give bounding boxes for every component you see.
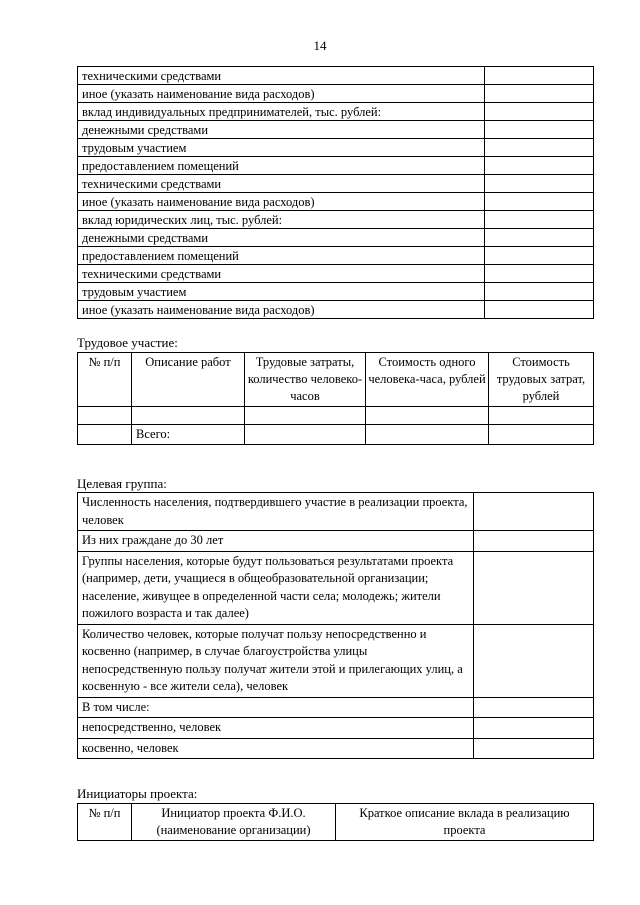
value-cell[interactable] <box>485 67 594 85</box>
table-row <box>78 139 594 157</box>
row-label: денежными средствами <box>78 121 485 139</box>
value-cell[interactable] <box>474 697 594 718</box>
table-row <box>78 493 594 531</box>
row-label: денежными средствами <box>78 229 485 247</box>
row-label: В том числе: <box>78 697 474 718</box>
row-label: вклад индивидуальных предпринимателей, тыс. рублей: <box>78 103 485 121</box>
expenses-table <box>77 66 594 319</box>
table-row <box>78 718 594 739</box>
table-row <box>78 193 594 211</box>
table-row <box>78 211 594 229</box>
row-label: вклад юридических лиц, тыс. рублей: <box>78 211 485 229</box>
labor-caption: Трудовое участие: <box>77 335 178 350</box>
header-cell: Стоимость трудовых затрат, рублей <box>489 353 594 407</box>
page-number: 14 <box>313 38 327 53</box>
header-cell: Инициатор проекта Ф.И.О. (наименование организации) <box>132 804 336 841</box>
total-row <box>78 425 594 445</box>
row-label: Количество человек, которые получат пользу непосредственно и косвенно (например, в случае благоустройства улицы непосредственную пользу получат жители этой и прилегающих улиц, а косвенную - все жители села), человек <box>78 624 474 697</box>
row-label: Численность населения, подтвердившего участие в реализации проекта, человек <box>78 493 474 531</box>
value-cell[interactable] <box>485 157 594 175</box>
empty-cell[interactable] <box>78 425 132 445</box>
value-cell[interactable] <box>485 85 594 103</box>
header-cell: Описание работ <box>132 353 245 407</box>
row-label: трудовым участием <box>78 283 485 301</box>
value-cell[interactable] <box>474 493 594 531</box>
row-label: иное (указать наименование вида расходов) <box>78 193 485 211</box>
header-cell: Трудовые затраты, количество человеко-часов <box>245 353 366 407</box>
table-row <box>78 247 594 265</box>
table-row <box>78 85 594 103</box>
value-cell[interactable] <box>485 193 594 211</box>
table-row <box>78 283 594 301</box>
labor-header-row <box>78 353 594 407</box>
header-cell: Стоимость одного человека-часа, рублей <box>366 353 489 407</box>
value-cell[interactable] <box>485 265 594 283</box>
target-group-table <box>77 492 594 759</box>
table-row <box>78 738 594 759</box>
table-row <box>78 301 594 319</box>
value-cell[interactable] <box>485 121 594 139</box>
initiators-table <box>77 803 594 841</box>
table-row <box>78 175 594 193</box>
table-row <box>78 551 594 624</box>
value-cell[interactable] <box>474 531 594 552</box>
table-row <box>78 67 594 85</box>
header-cell: № п/п <box>78 353 132 407</box>
table-row <box>78 624 594 697</box>
table-row <box>78 531 594 552</box>
row-label: техническими средствами <box>78 265 485 283</box>
row-label: техническими средствами <box>78 67 485 85</box>
initiators-caption: Инициаторы проекта: <box>77 786 198 801</box>
row-label: предоставлением помещений <box>78 247 485 265</box>
value-cell[interactable] <box>485 139 594 157</box>
table-row <box>78 265 594 283</box>
empty-cell[interactable] <box>366 407 489 425</box>
labor-table <box>77 352 594 445</box>
table-row <box>78 157 594 175</box>
empty-cell[interactable] <box>132 407 245 425</box>
row-label: Из них граждане до 30 лет <box>78 531 474 552</box>
value-cell[interactable] <box>474 718 594 739</box>
row-label: косвенно, человек <box>78 738 474 759</box>
empty-cell[interactable] <box>489 407 594 425</box>
row-label: иное (указать наименование вида расходов) <box>78 301 485 319</box>
row-label: предоставлением помещений <box>78 157 485 175</box>
initiators-header-row <box>78 804 594 841</box>
empty-cell[interactable] <box>245 425 366 445</box>
header-cell: № п/п <box>78 804 132 841</box>
value-cell[interactable] <box>485 175 594 193</box>
row-label: непосредственно, человек <box>78 718 474 739</box>
table-row <box>78 407 594 425</box>
table-row <box>78 121 594 139</box>
value-cell[interactable] <box>474 624 594 697</box>
table-row <box>78 229 594 247</box>
value-cell[interactable] <box>485 301 594 319</box>
empty-cell[interactable] <box>489 425 594 445</box>
total-label: Всего: <box>132 425 245 445</box>
row-label: техническими средствами <box>78 175 485 193</box>
empty-cell[interactable] <box>78 407 132 425</box>
value-cell[interactable] <box>474 738 594 759</box>
value-cell[interactable] <box>485 283 594 301</box>
empty-cell[interactable] <box>366 425 489 445</box>
header-cell: Краткое описание вклада в реализацию проекта <box>336 804 594 841</box>
value-cell[interactable] <box>474 551 594 624</box>
row-label: Группы населения, которые будут пользоваться результатами проекта (например, дети, учащиеся в общеобразовательной организации; население, живущее в определенной части села; молодежь; жители пожилого возраста и так далее) <box>78 551 474 624</box>
table-row <box>78 103 594 121</box>
value-cell[interactable] <box>485 103 594 121</box>
value-cell[interactable] <box>485 229 594 247</box>
value-cell[interactable] <box>485 247 594 265</box>
row-label: трудовым участием <box>78 139 485 157</box>
target-group-caption: Целевая группа: <box>77 476 167 491</box>
value-cell[interactable] <box>485 211 594 229</box>
row-label: иное (указать наименование вида расходов) <box>78 85 485 103</box>
table-row <box>78 697 594 718</box>
empty-cell[interactable] <box>245 407 366 425</box>
